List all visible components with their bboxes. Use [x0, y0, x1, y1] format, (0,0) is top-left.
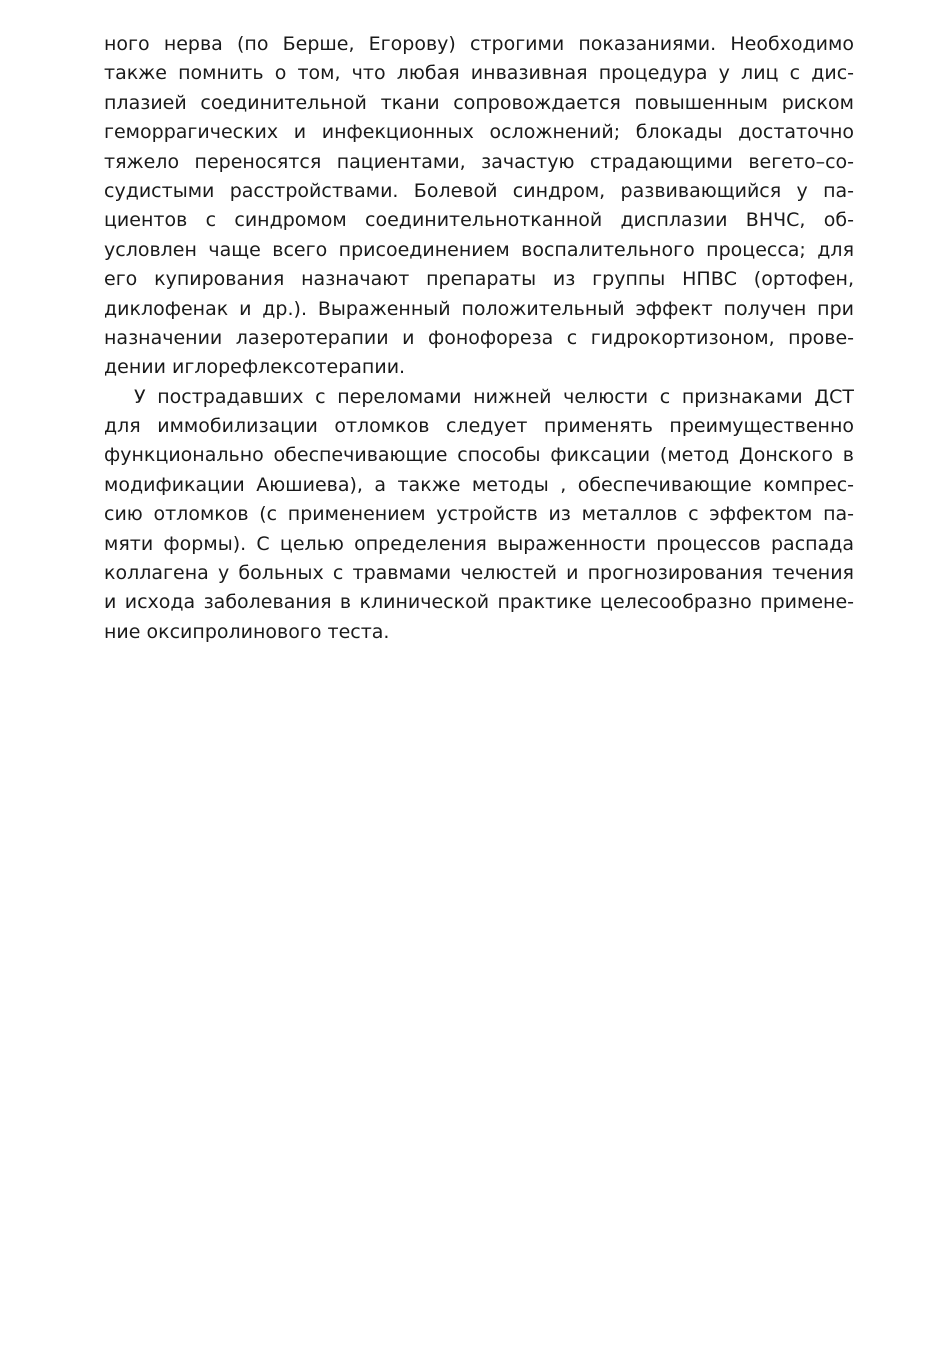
paragraph-1	[104, 30, 854, 383]
text-line: коллагена у больных с травмами челюстей и прогнозирования течения	[104, 562, 854, 585]
text-line: его купирования назначают препараты из группы НПВС (ортофен,	[104, 268, 854, 291]
text-line: циентов с синдромом соединительнотканной дисплазии ВНЧС, об-	[104, 209, 854, 232]
text-line: модификации Аюшиева), а также методы , обеспечивающие компрес-	[104, 473, 854, 496]
text-line: геморрагических и инфекционных осложнений; блокады достаточно	[104, 121, 854, 144]
text-line: и исхода заболевания в клинической практике целесообразно примене-	[104, 591, 854, 614]
text-line: дении иглорефлексотерапии.	[104, 356, 406, 379]
text-line: тяжело переносятся пациентами, зачастую страдающими вегето–со-	[104, 150, 854, 173]
text-line: диклофенак и др.). Выраженный положительный эффект получен при	[104, 297, 854, 320]
text-line: ного нерва (по Берше, Егорову) строгими показаниями. Необходимо	[104, 33, 854, 55]
text-line: для иммобилизации отломков следует применять преимущественно	[104, 415, 854, 438]
text-line: назначении лазеротерапии и фонофореза с гидрокортизоном, прове-	[104, 326, 854, 349]
text-line: сию отломков (с применением устройств из металлов с эффектом па-	[104, 503, 854, 526]
text-line: плазией соединительной ткани сопровождается повышенным риском	[104, 91, 854, 114]
text-line: функционально обеспечивающие способы фиксации (метод Донского в	[104, 444, 854, 467]
text-line: У пострадавших с переломами нижней челюсти с признаками ДСТ	[134, 385, 854, 408]
text-line: также помнить о том, что любая инвазивная процедура у лиц с дис-	[104, 62, 854, 85]
text-line: ние оксипролинового теста.	[104, 620, 390, 643]
text-line: условлен чаще всего присоединением воспалительного процесса; для	[104, 238, 854, 261]
paragraph-2	[104, 383, 854, 648]
body-text	[104, 30, 854, 647]
text-line: мяти формы). С целью определения выраженности процессов распада	[104, 532, 854, 555]
text-line: судистыми расстройствами. Болевой синдром, развивающийся у па-	[104, 179, 854, 202]
